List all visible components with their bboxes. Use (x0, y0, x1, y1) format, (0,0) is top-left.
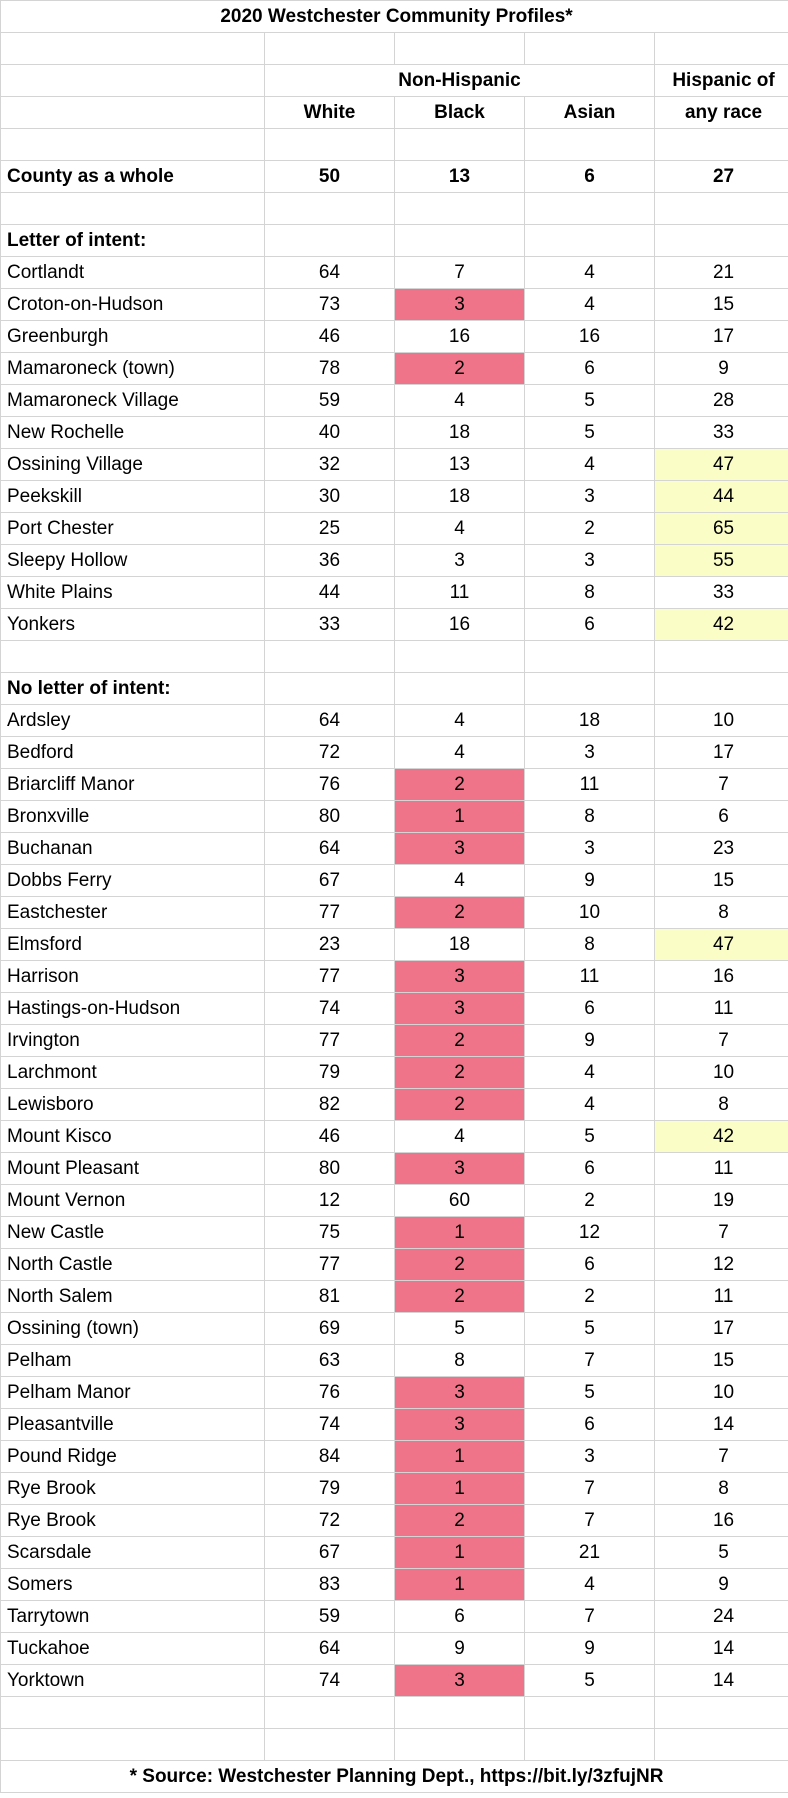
table-row (1, 1249, 788, 1281)
asian-pct: 4 (525, 449, 655, 481)
municipality-name: New Castle (1, 1217, 265, 1249)
municipality-name: Scarsdale (1, 1537, 265, 1569)
black-pct: 4 (395, 737, 525, 769)
white-pct: 80 (265, 801, 395, 833)
hispanic-pct: 7 (655, 1217, 788, 1249)
white-pct: 12 (265, 1185, 395, 1217)
municipality-name: Sleepy Hollow (1, 545, 265, 577)
asian-pct: 7 (525, 1601, 655, 1633)
table-row (1, 1121, 788, 1153)
table-row (1, 1665, 788, 1697)
non-hispanic-group-header: Non-Hispanic (265, 65, 655, 97)
white-pct: 33 (265, 609, 395, 641)
black-pct: 8 (395, 1345, 525, 1377)
municipality-name: Mount Pleasant (1, 1153, 265, 1185)
table-row (1, 1441, 788, 1473)
black-pct: 3 (395, 545, 525, 577)
hispanic-header-line1: Hispanic of (655, 65, 788, 97)
table-row (1, 993, 788, 1025)
hispanic-pct: 11 (655, 993, 788, 1025)
white-pct: 74 (265, 993, 395, 1025)
hispanic-pct: 24 (655, 1601, 788, 1633)
municipality-name: Peekskill (1, 481, 265, 513)
hispanic-pct: 33 (655, 577, 788, 609)
black-pct: 4 (395, 865, 525, 897)
hispanic-pct: 28 (655, 385, 788, 417)
hispanic-pct: 7 (655, 1441, 788, 1473)
hispanic-header-line2: any race (655, 97, 788, 129)
county-hispanic: 27 (655, 161, 788, 193)
black-pct: 2 (395, 353, 525, 385)
white-pct: 46 (265, 321, 395, 353)
table-row (1, 513, 788, 545)
asian-header: Asian (525, 97, 655, 129)
black-pct: 9 (395, 1633, 525, 1665)
white-pct: 74 (265, 1665, 395, 1697)
black-pct: 3 (395, 1409, 525, 1441)
asian-pct: 3 (525, 737, 655, 769)
white-pct: 84 (265, 1441, 395, 1473)
municipality-name: Ossining (town) (1, 1313, 265, 1345)
black-pct: 1 (395, 1537, 525, 1569)
hispanic-pct: 11 (655, 1281, 788, 1313)
asian-pct: 6 (525, 1409, 655, 1441)
black-pct: 2 (395, 769, 525, 801)
asian-pct: 6 (525, 353, 655, 385)
table-row (1, 897, 788, 929)
black-pct: 11 (395, 577, 525, 609)
municipality-name: Buchanan (1, 833, 265, 865)
black-header: Black (395, 97, 525, 129)
asian-pct: 7 (525, 1473, 655, 1505)
hispanic-pct: 16 (655, 961, 788, 993)
hispanic-pct: 55 (655, 545, 788, 577)
section-header-row (1, 225, 788, 257)
municipality-name: Cortlandt (1, 257, 265, 289)
municipality-name: Tarrytown (1, 1601, 265, 1633)
table-row (1, 737, 788, 769)
section-header-row (1, 673, 788, 705)
hispanic-pct: 16 (655, 1505, 788, 1537)
table-row (1, 769, 788, 801)
hispanic-pct: 8 (655, 897, 788, 929)
black-pct: 2 (395, 1505, 525, 1537)
white-pct: 72 (265, 1505, 395, 1537)
asian-pct: 5 (525, 417, 655, 449)
municipality-name: New Rochelle (1, 417, 265, 449)
black-pct: 1 (395, 801, 525, 833)
asian-pct: 3 (525, 1441, 655, 1473)
table-row (1, 1281, 788, 1313)
black-pct: 4 (395, 705, 525, 737)
blank-row (1, 193, 788, 225)
black-pct: 2 (395, 1025, 525, 1057)
hispanic-pct: 42 (655, 1121, 788, 1153)
county-asian: 6 (525, 161, 655, 193)
table-row (1, 417, 788, 449)
asian-pct: 2 (525, 513, 655, 545)
table-row (1, 1377, 788, 1409)
municipality-name: Port Chester (1, 513, 265, 545)
black-pct: 18 (395, 417, 525, 449)
asian-pct: 7 (525, 1345, 655, 1377)
table-row (1, 1537, 788, 1569)
municipality-name: Yonkers (1, 609, 265, 641)
white-pct: 77 (265, 897, 395, 929)
white-pct: 63 (265, 1345, 395, 1377)
blank-row (1, 33, 788, 65)
white-pct: 46 (265, 1121, 395, 1153)
municipality-name: Rye Brook (1, 1505, 265, 1537)
asian-pct: 8 (525, 929, 655, 961)
asian-pct: 3 (525, 833, 655, 865)
footer-row (1, 1761, 788, 1793)
white-pct: 67 (265, 1537, 395, 1569)
black-pct: 3 (395, 1377, 525, 1409)
table-row (1, 1057, 788, 1089)
black-pct: 18 (395, 929, 525, 961)
table-row (1, 321, 788, 353)
black-pct: 2 (395, 1249, 525, 1281)
table-row (1, 545, 788, 577)
asian-pct: 9 (525, 1025, 655, 1057)
white-pct: 77 (265, 1249, 395, 1281)
municipality-name: Mount Kisco (1, 1121, 265, 1153)
table-row (1, 1345, 788, 1377)
asian-pct: 5 (525, 1121, 655, 1153)
asian-pct: 3 (525, 481, 655, 513)
asian-pct: 4 (525, 289, 655, 321)
municipality-name: Lewisboro (1, 1089, 265, 1121)
blank-row (1, 1697, 788, 1729)
hispanic-pct: 9 (655, 353, 788, 385)
hispanic-pct: 15 (655, 865, 788, 897)
hispanic-pct: 8 (655, 1473, 788, 1505)
municipality-name: Briarcliff Manor (1, 769, 265, 801)
black-pct: 1 (395, 1473, 525, 1505)
hispanic-pct: 15 (655, 289, 788, 321)
hispanic-pct: 14 (655, 1633, 788, 1665)
white-pct: 32 (265, 449, 395, 481)
hispanic-pct: 5 (655, 1537, 788, 1569)
table-row (1, 705, 788, 737)
white-pct: 82 (265, 1089, 395, 1121)
municipality-name: Ossining Village (1, 449, 265, 481)
black-pct: 1 (395, 1217, 525, 1249)
hispanic-pct: 14 (655, 1409, 788, 1441)
hispanic-pct: 17 (655, 321, 788, 353)
black-pct: 7 (395, 257, 525, 289)
asian-pct: 2 (525, 1185, 655, 1217)
asian-pct: 6 (525, 1153, 655, 1185)
white-pct: 72 (265, 737, 395, 769)
table-title: 2020 Westchester Community Profiles* (1, 1, 788, 33)
municipality-name: Pleasantville (1, 1409, 265, 1441)
white-pct: 36 (265, 545, 395, 577)
blank-row (1, 641, 788, 673)
header-row-2 (1, 97, 788, 129)
asian-pct: 18 (525, 705, 655, 737)
white-pct: 77 (265, 1025, 395, 1057)
asian-pct: 4 (525, 1089, 655, 1121)
municipality-name: Rye Brook (1, 1473, 265, 1505)
white-pct: 64 (265, 833, 395, 865)
table-row (1, 801, 788, 833)
hispanic-pct: 10 (655, 1057, 788, 1089)
asian-pct: 3 (525, 545, 655, 577)
table-row (1, 353, 788, 385)
municipality-name: Pound Ridge (1, 1441, 265, 1473)
asian-pct: 8 (525, 577, 655, 609)
table-row (1, 449, 788, 481)
white-pct: 59 (265, 385, 395, 417)
municipality-name: Larchmont (1, 1057, 265, 1089)
white-pct: 78 (265, 353, 395, 385)
white-pct: 77 (265, 961, 395, 993)
municipality-name: North Castle (1, 1249, 265, 1281)
black-pct: 3 (395, 993, 525, 1025)
black-pct: 3 (395, 961, 525, 993)
table-row (1, 961, 788, 993)
asian-pct: 6 (525, 609, 655, 641)
white-pct: 44 (265, 577, 395, 609)
asian-pct: 4 (525, 257, 655, 289)
white-pct: 80 (265, 1153, 395, 1185)
white-pct: 75 (265, 1217, 395, 1249)
asian-pct: 6 (525, 1249, 655, 1281)
asian-pct: 11 (525, 769, 655, 801)
hispanic-pct: 15 (655, 1345, 788, 1377)
asian-pct: 8 (525, 801, 655, 833)
hispanic-pct: 47 (655, 929, 788, 961)
table-row (1, 1569, 788, 1601)
hispanic-pct: 6 (655, 801, 788, 833)
black-pct: 13 (395, 449, 525, 481)
county-label: County as a whole (1, 161, 265, 193)
table-row (1, 1473, 788, 1505)
table-row (1, 1185, 788, 1217)
asian-pct: 9 (525, 865, 655, 897)
municipality-name: Hastings-on-Hudson (1, 993, 265, 1025)
black-pct: 5 (395, 1313, 525, 1345)
white-pct: 40 (265, 417, 395, 449)
table-row (1, 609, 788, 641)
hispanic-pct: 17 (655, 737, 788, 769)
table-row (1, 1505, 788, 1537)
hispanic-pct: 12 (655, 1249, 788, 1281)
table-row (1, 929, 788, 961)
municipality-name: Eastchester (1, 897, 265, 929)
asian-pct: 2 (525, 1281, 655, 1313)
asian-pct: 6 (525, 993, 655, 1025)
hispanic-pct: 8 (655, 1089, 788, 1121)
hispanic-pct: 11 (655, 1153, 788, 1185)
black-pct: 1 (395, 1441, 525, 1473)
white-pct: 64 (265, 705, 395, 737)
black-pct: 3 (395, 1153, 525, 1185)
municipality-name: Yorktown (1, 1665, 265, 1697)
blank-row (1, 129, 788, 161)
county-white: 50 (265, 161, 395, 193)
municipality-name: Mamaroneck (town) (1, 353, 265, 385)
municipality-name: Bedford (1, 737, 265, 769)
white-header: White (265, 97, 395, 129)
asian-pct: 5 (525, 1313, 655, 1345)
white-pct: 69 (265, 1313, 395, 1345)
asian-pct: 7 (525, 1505, 655, 1537)
asian-pct: 16 (525, 321, 655, 353)
table-row (1, 1601, 788, 1633)
municipality-name: Harrison (1, 961, 265, 993)
asian-pct: 5 (525, 1665, 655, 1697)
municipality-name: Croton-on-Hudson (1, 289, 265, 321)
asian-pct: 4 (525, 1057, 655, 1089)
hispanic-pct: 19 (655, 1185, 788, 1217)
white-pct: 59 (265, 1601, 395, 1633)
table-row (1, 1153, 788, 1185)
table-row (1, 833, 788, 865)
black-pct: 2 (395, 1089, 525, 1121)
black-pct: 2 (395, 897, 525, 929)
hispanic-pct: 44 (655, 481, 788, 513)
section-label: No letter of intent: (1, 673, 265, 705)
black-pct: 2 (395, 1281, 525, 1313)
table-row (1, 1313, 788, 1345)
black-pct: 3 (395, 1665, 525, 1697)
asian-pct: 10 (525, 897, 655, 929)
table-row (1, 1217, 788, 1249)
municipality-name: North Salem (1, 1281, 265, 1313)
municipality-name: Pelham Manor (1, 1377, 265, 1409)
blank-row (1, 1729, 788, 1761)
black-pct: 1 (395, 1569, 525, 1601)
section-label: Letter of intent: (1, 225, 265, 257)
table-row (1, 1089, 788, 1121)
municipality-name: Mamaroneck Village (1, 385, 265, 417)
white-pct: 64 (265, 1633, 395, 1665)
black-pct: 16 (395, 321, 525, 353)
hispanic-pct: 47 (655, 449, 788, 481)
table-row (1, 289, 788, 321)
table-row (1, 577, 788, 609)
hispanic-pct: 21 (655, 257, 788, 289)
white-pct: 76 (265, 1377, 395, 1409)
hispanic-pct: 7 (655, 769, 788, 801)
table-row (1, 1409, 788, 1441)
table-row (1, 481, 788, 513)
table-row (1, 257, 788, 289)
municipality-name: Mount Vernon (1, 1185, 265, 1217)
white-pct: 79 (265, 1057, 395, 1089)
hispanic-pct: 9 (655, 1569, 788, 1601)
white-pct: 81 (265, 1281, 395, 1313)
municipality-name: Irvington (1, 1025, 265, 1057)
white-pct: 83 (265, 1569, 395, 1601)
asian-pct: 21 (525, 1537, 655, 1569)
asian-pct: 11 (525, 961, 655, 993)
white-pct: 76 (265, 769, 395, 801)
white-pct: 25 (265, 513, 395, 545)
title-row (1, 1, 788, 33)
asian-pct: 9 (525, 1633, 655, 1665)
black-pct: 4 (395, 385, 525, 417)
municipality-name: Tuckahoe (1, 1633, 265, 1665)
municipality-name: Somers (1, 1569, 265, 1601)
hispanic-pct: 14 (655, 1665, 788, 1697)
white-pct: 74 (265, 1409, 395, 1441)
county-black: 13 (395, 161, 525, 193)
asian-pct: 5 (525, 1377, 655, 1409)
black-pct: 4 (395, 1121, 525, 1153)
table-row (1, 1025, 788, 1057)
black-pct: 18 (395, 481, 525, 513)
white-pct: 30 (265, 481, 395, 513)
municipality-name: Greenburgh (1, 321, 265, 353)
municipality-name: Elmsford (1, 929, 265, 961)
black-pct: 16 (395, 609, 525, 641)
hispanic-pct: 42 (655, 609, 788, 641)
asian-pct: 12 (525, 1217, 655, 1249)
municipality-name: Dobbs Ferry (1, 865, 265, 897)
white-pct: 67 (265, 865, 395, 897)
hispanic-pct: 33 (655, 417, 788, 449)
black-pct: 60 (395, 1185, 525, 1217)
municipality-name: Pelham (1, 1345, 265, 1377)
black-pct: 4 (395, 513, 525, 545)
municipality-name: Bronxville (1, 801, 265, 833)
table-row (1, 865, 788, 897)
municipality-name: White Plains (1, 577, 265, 609)
header-row-1 (1, 65, 788, 97)
black-pct: 2 (395, 1057, 525, 1089)
table-row (1, 385, 788, 417)
white-pct: 73 (265, 289, 395, 321)
hispanic-pct: 10 (655, 1377, 788, 1409)
black-pct: 3 (395, 289, 525, 321)
white-pct: 79 (265, 1473, 395, 1505)
white-pct: 23 (265, 929, 395, 961)
hispanic-pct: 7 (655, 1025, 788, 1057)
white-pct: 64 (265, 257, 395, 289)
county-row (1, 161, 788, 193)
asian-pct: 4 (525, 1569, 655, 1601)
hispanic-pct: 65 (655, 513, 788, 545)
municipality-name: Ardsley (1, 705, 265, 737)
black-pct: 3 (395, 833, 525, 865)
table-row (1, 1633, 788, 1665)
hispanic-pct: 17 (655, 1313, 788, 1345)
source-footnote: * Source: Westchester Planning Dept., https://bit.ly/3zfujNR (1, 1761, 788, 1793)
hispanic-pct: 10 (655, 705, 788, 737)
asian-pct: 5 (525, 385, 655, 417)
hispanic-pct: 23 (655, 833, 788, 865)
black-pct: 6 (395, 1601, 525, 1633)
